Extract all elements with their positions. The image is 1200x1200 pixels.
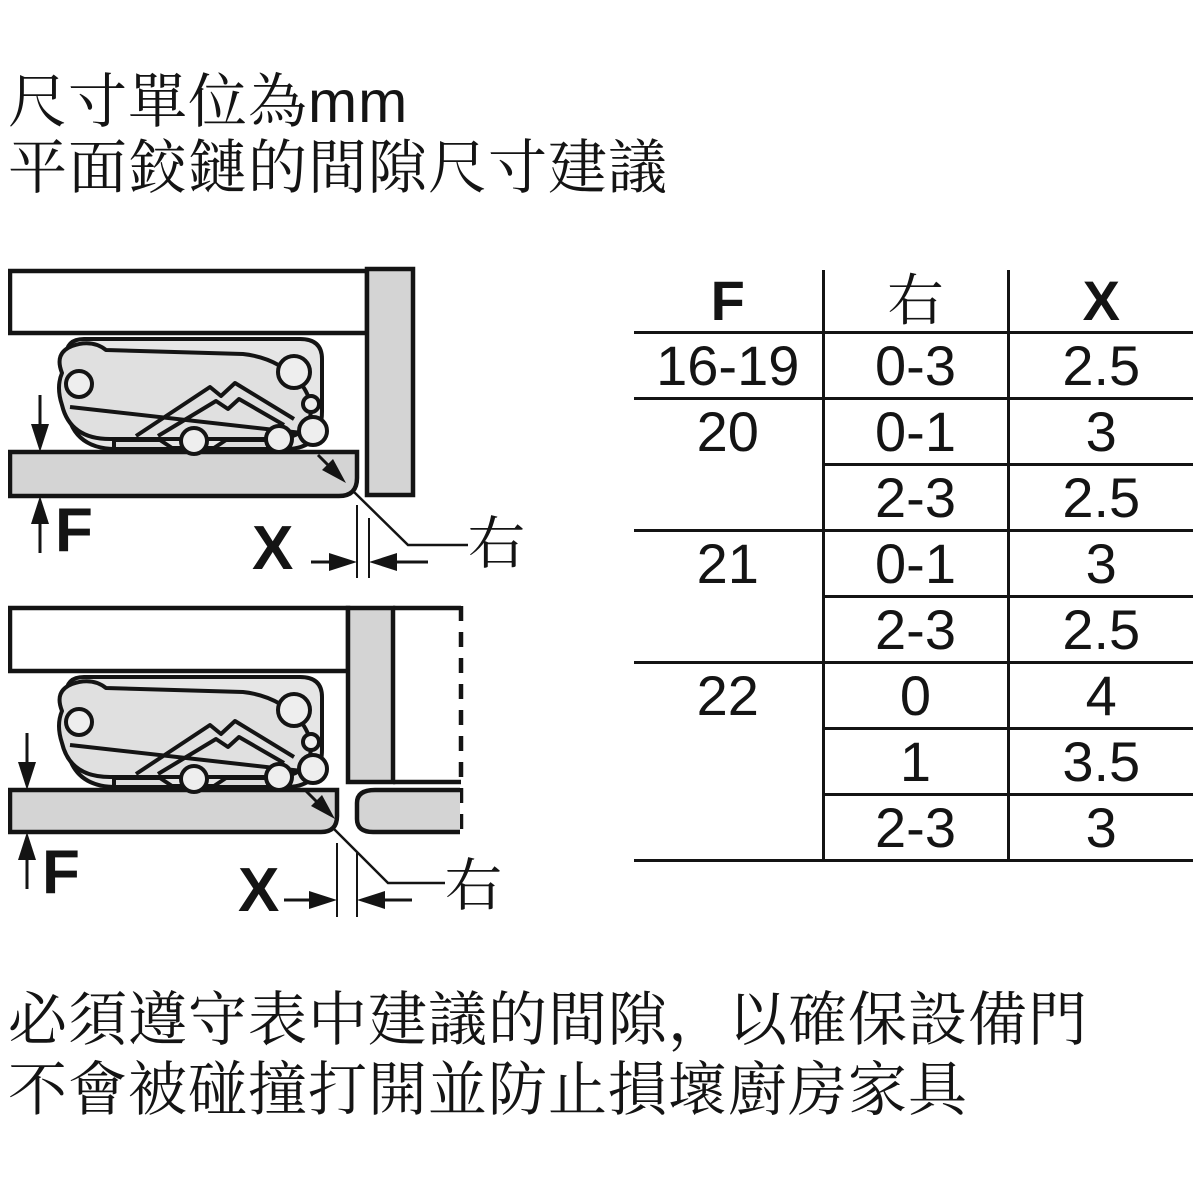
cell-x: 4 — [1008, 663, 1193, 729]
cell-f: 21 — [634, 531, 823, 663]
cell-right: 2-3 — [823, 465, 1008, 531]
header-f: F — [634, 270, 823, 333]
header-x: X — [1008, 270, 1193, 333]
right-label-top: 右 — [468, 512, 525, 576]
f-label-bottom: F — [42, 838, 80, 907]
flat-hinge — [59, 339, 327, 454]
x-label-bottom: X — [238, 856, 280, 925]
cell-f: 20 — [634, 399, 823, 531]
right-label-bottom: 右 — [445, 854, 502, 918]
flat-hinge — [59, 677, 327, 792]
appliance-door — [10, 790, 337, 832]
cell-x: 3 — [1008, 795, 1193, 861]
cabinet-panel — [10, 608, 348, 671]
appliance-door — [10, 452, 357, 496]
page-title-line1: 尺寸單位為mm — [8, 69, 409, 135]
cell-x: 2.5 — [1008, 333, 1193, 399]
header-right: 右 — [823, 270, 1008, 333]
cell-x: 3.5 — [1008, 729, 1193, 795]
cell-right: 0-1 — [823, 399, 1008, 465]
x-gap-dimension — [284, 843, 412, 917]
table-row — [634, 399, 1193, 465]
page-title-line2: 平面鉸鏈的間隙尺寸建議 — [8, 135, 669, 201]
table-row — [634, 663, 1193, 729]
cell-right: 2-3 — [823, 795, 1008, 861]
adjacent-furniture-door — [357, 790, 460, 832]
table-header-row — [634, 270, 1193, 333]
cell-x: 3 — [1008, 531, 1193, 597]
note-line1: 必須遵守表中建議的間隙，以確保設備門 — [8, 987, 1089, 1053]
cell-right: 0-1 — [823, 531, 1008, 597]
cell-right: 2-3 — [823, 597, 1008, 663]
gap-table — [634, 270, 1193, 862]
table-row — [634, 333, 1193, 399]
cell-f: 16-19 — [634, 333, 823, 399]
x-label-top: X — [252, 514, 294, 583]
cell-right: 0-3 — [823, 333, 1008, 399]
f-label-top: F — [55, 496, 93, 565]
x-gap-dimension — [311, 505, 428, 578]
cell-right: 0 — [823, 663, 1008, 729]
side-panel — [367, 269, 413, 495]
side-panel — [348, 608, 393, 782]
cell-f: 22 — [634, 663, 823, 861]
cell-x: 2.5 — [1008, 465, 1193, 531]
table-row — [634, 531, 1193, 597]
cabinet-panel — [10, 271, 367, 333]
leader-line — [333, 828, 445, 883]
note-line2: 不會被碰撞打開並防止損壞廚房家具 — [8, 1057, 969, 1123]
cell-x: 2.5 — [1008, 597, 1193, 663]
cell-x: 3 — [1008, 399, 1193, 465]
cell-right: 1 — [823, 729, 1008, 795]
